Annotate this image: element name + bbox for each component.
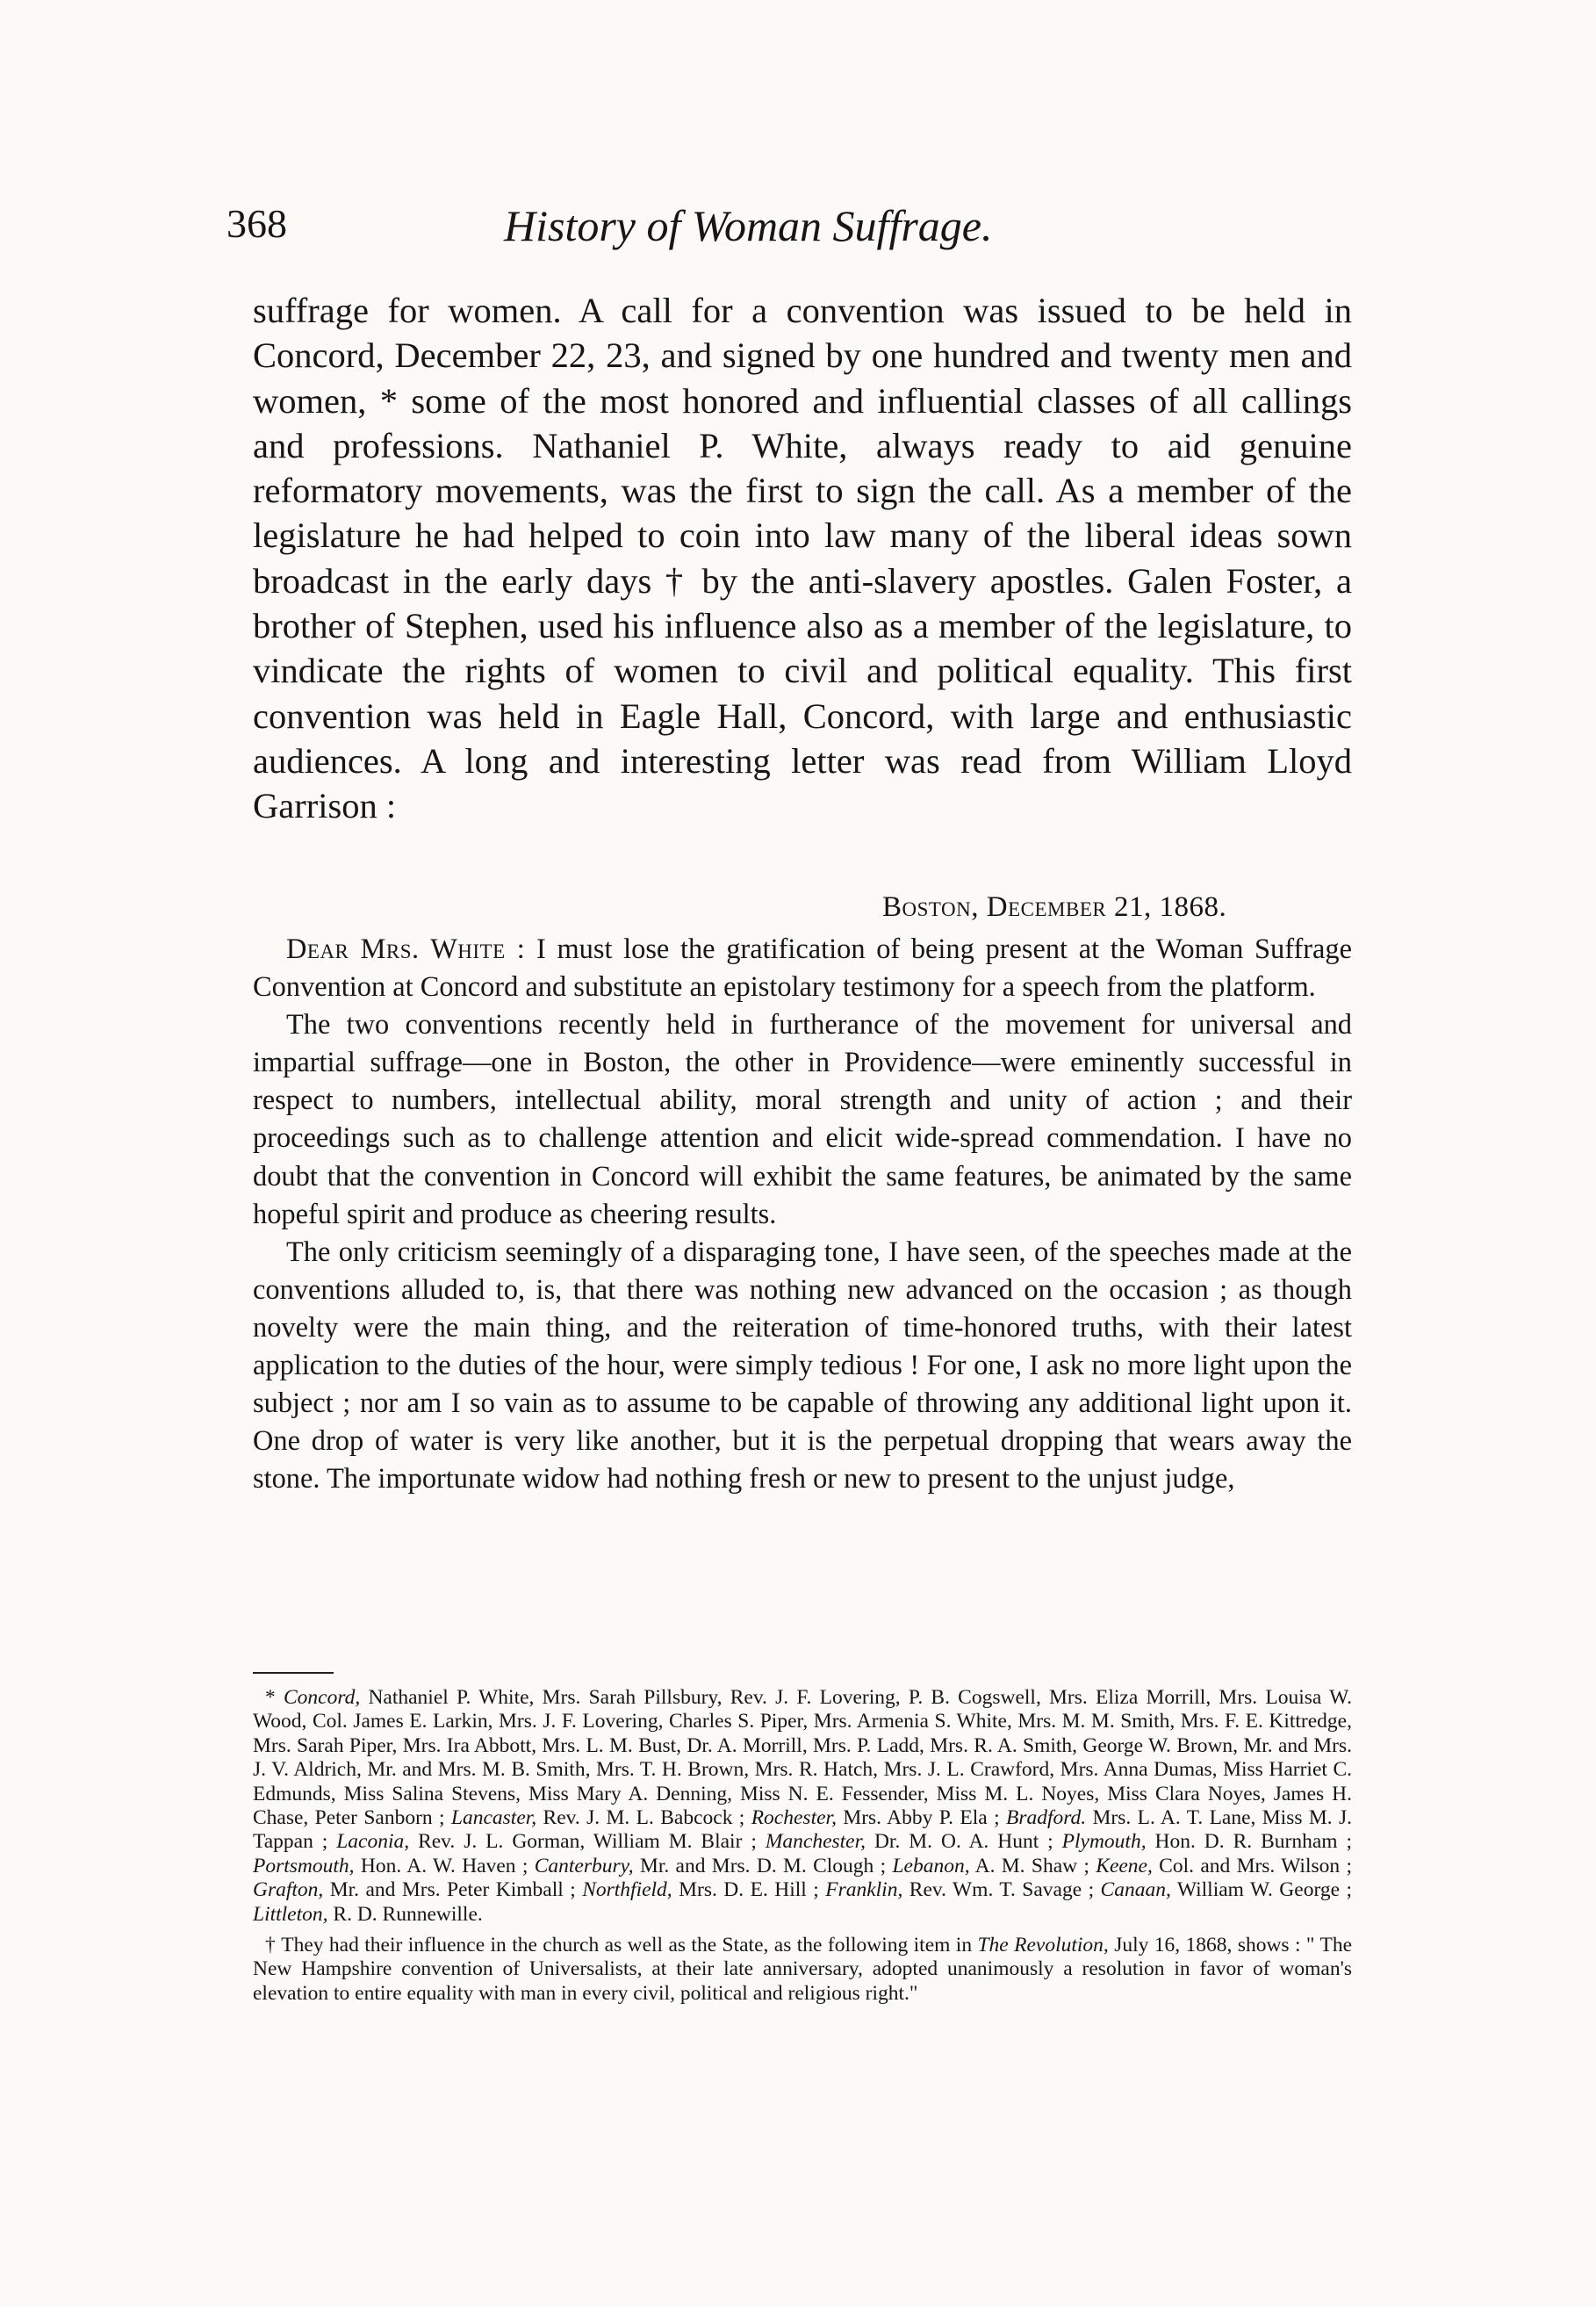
letter-salutation: Dear Mrs. White : [286,933,526,965]
place-name: Franklin, [825,1878,903,1902]
place-name: Plymouth, [1061,1830,1147,1854]
main-text [253,288,1352,829]
place-name: Bradford. [1005,1806,1087,1830]
place-name: Rochester, [751,1806,837,1830]
footnote-signers [253,1686,1352,1927]
place-name: Grafton, [253,1878,324,1902]
place-name: Northfield, [582,1878,672,1902]
place-name: Concord, [283,1686,361,1709]
letter-paragraph: The only criticism seemingly of a disparaging tone, I have seen, of the speeches made at the conventions alluded to, is, that there was nothing new advanced on the occasion ; as though novelty were the main thing, and the reiteration of time-honored truths, with their latest application to the duties of the hour, were simply tedious ! For one, I ask no more light upon the subject ; nor am I so vain as to assume to be capable of throwing any additional light upon it. One drop of water is very like another, but it is the perpetual dropping that wears away the stone. The importunate widow had nothing fresh or new to present to the unjust judge, [253,1236,1352,1495]
place-name: Lebanon, [892,1854,970,1877]
footnote-divider [253,1672,334,1674]
place-name: Lancaster, [450,1806,537,1830]
place-name: Canaan, [1100,1878,1171,1902]
footnote-signers-entries: Nathaniel P. White, Mrs. Sarah Pillsbury, Rev. J. F. Lovering, P. B. Cogswell, Mrs. Eliza Morrill, Mrs. Louisa W. Wood, Col. James E. Larkin, Mrs. J. F. Lovering, Charles S. Piper, Mrs. Armenia S. White, Mrs. M. M. Smith, Mrs. F. E. Kittredge, Mrs. Sarah Piper, Mrs. Ira Abbott, Mrs. L. M. Bust, Dr. A. Morrill, Mrs. P. Ladd, Mrs. R. A. Smith, George W. Brown, Mr. and Mrs. J. V. Aldrich, Mr. and Mrs. M. B. Smith, Mrs. T. H. Brown, Mrs. R. Hatch, Mrs. J. L. Crawford, Mrs. Anna Dumas, Miss Harriet C. Edmunds, Miss Salina Stevens, Miss Mary A. Denning, Miss N. E. Fessender, Miss M. L. Noyes, Miss Clara Noyes, James H. Chase, Peter Sanborn ; Lancaster, Rev. J. M. L. Babcock ; Rochester, Mrs. Abby P. Ela ; Bradford. Mrs. L. A. T. Lane, Miss M. J. Tappan ; Laconia, Rev. J. L. Gorman, William M. Blair ; Manchester, Dr. M. O. A. Hunt ; Plymouth, Hon. D. R. Burnham ; Portsmouth, Hon. A. W. Haven ; Canterbury, Mr. and Mrs. D. M. Clough ; Lebanon, A. M. Shaw ; Keene, Col. and Mrs. Wilson ; Grafton, Mr. and Mrs. Peter Kimball ; Northfield, Mrs. D. E. Hill ; Franklin, Rev. Wm. T. Savage ; Canaan, William W. George ; Littleton, R. D. Runnewille. [253,1686,1353,1926]
letter-paragraph [253,931,1352,1006]
place-name: Laconia, [336,1830,410,1854]
page-header [226,200,1368,270]
place-name: Portsmouth, [253,1854,355,1877]
footnote-marker: * [265,1686,284,1709]
garrison-letter [253,931,1352,1498]
running-title: History of Woman Suffrage. [504,201,993,250]
letter-paragraph: The two conventions recently held in furtherance of the movement for universal and impartial suffrage—one in Boston, the other in Providence—were eminently successful in respect to numbers, intellectual ability, moral strength and unity of action ; and their proceedings such as to challenge attention and elicit wide-spread commendation. I have no doubt that the convention in Concord will exhibit the same features, be animated by the same hopeful spirit and produce as cheering results. [253,1009,1352,1230]
letter-dateline: Boston, December 21, 1868. [882,891,1227,923]
place-name: Keene, [1096,1854,1153,1877]
publication-title: The Revolution, [977,1934,1109,1957]
footnotes [253,1686,1352,2006]
main-paragraph: suffrage for women. A call for a convention was issued to be held in Concord, December 22, 23, and signed by one hundred and twenty men and women, * some of the most honored and influential classes of all callings and professions. Nathaniel P. White, always ready to aid genuine reformatory movements, was the first to sign the call. As a member of the legislature he had helped to coin into law many of the liberal ideas sown broadcast in the early days † by the anti-slavery apostles. Galen Foster, a brother of Stephen, used his influence also as a member of the legislature, to vindicate the rights of women to civil and political equality. This first convention was held in Eagle Hall, Concord, with large and enthusiastic audiences. A long and interesting letter was read from William Lloyd Garrison : [253,291,1352,826]
place-name: Littleton, [253,1902,328,1926]
page-number: 368 [226,201,287,246]
place-name: Manchester, [765,1830,866,1854]
letter-paragraph-text: I must lose the gratification of being present at the Woman Suffrage Convention at Concord and substitute an epistolary testimony for a speech from the platform. [253,933,1352,1004]
place-name: Canterbury, [534,1854,634,1877]
footnote-revolution: † They had their influence in the church as well as the State, as the following item in The Revolution, July 16, 1868, shows : " The New Hampshire convention of Universalists, at their late anniversary, adopted unanimously a resolution in favor of woman's elevation to entire equality with man in every civil, political and religious right." [253,1934,1352,2005]
